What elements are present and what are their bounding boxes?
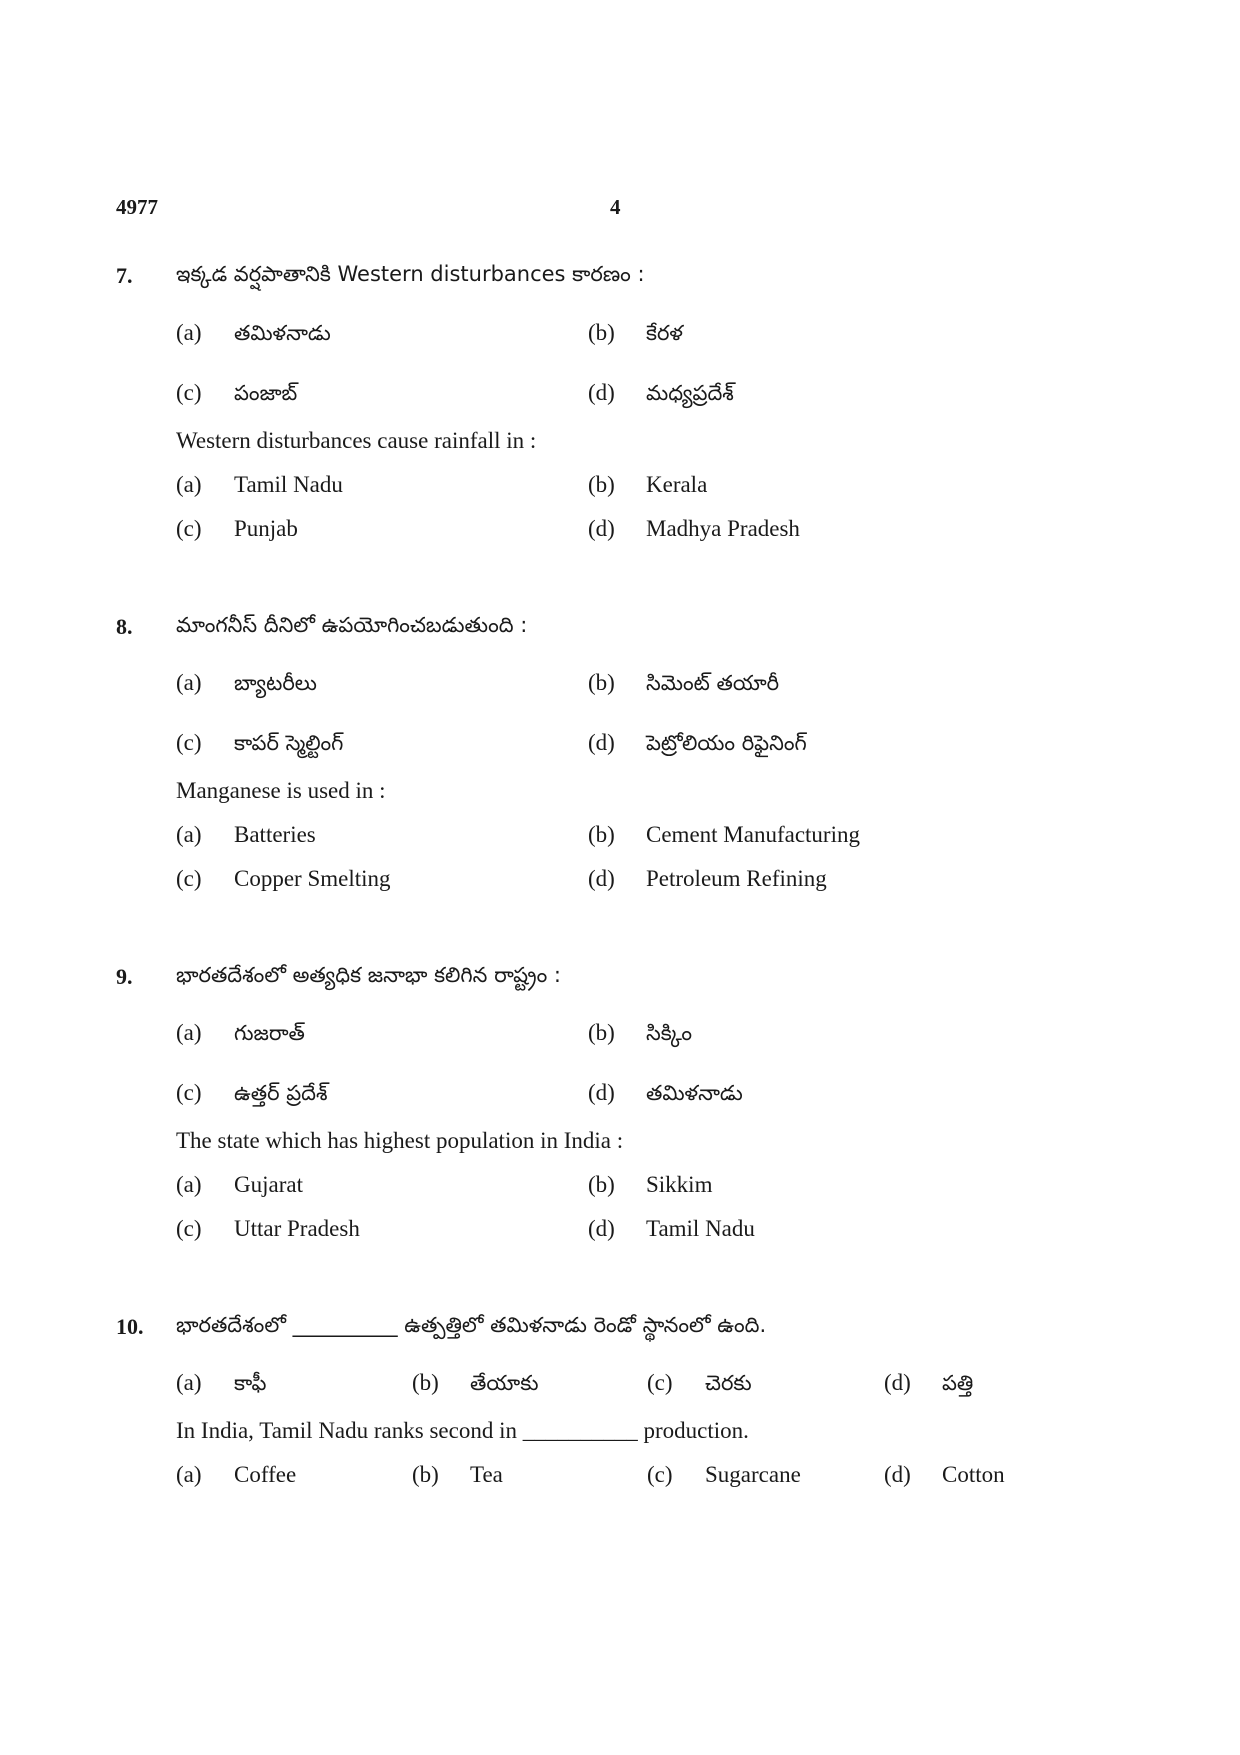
question-telugu: భారతదేశంలో __________ ఉత్పత్తిలో తమిళనాడు రెండో స్థానంలో ఉంది.	[176, 1313, 767, 1337]
option-label: (b)	[588, 670, 615, 695]
english-option-a	[176, 472, 343, 498]
option-label: (b)	[412, 1462, 439, 1487]
option-text: Coffee	[234, 1462, 297, 1487]
option-label: (b)	[412, 1370, 439, 1395]
question-telugu: ఇక్కడ వర్షపాతానికి Western disturbances కారణం :	[176, 262, 645, 286]
question-telugu: భారతదేశంలో అత్యధిక జనాభా కలిగిన రాష్ట్రం :	[176, 963, 561, 987]
telugu-option-c	[647, 1370, 752, 1401]
option-label: (c)	[176, 1080, 202, 1105]
telugu-option-b	[588, 320, 683, 351]
telugu-option-b	[588, 1020, 692, 1051]
english-option-c	[176, 516, 298, 542]
option-label: (c)	[176, 1216, 202, 1241]
option-label: (d)	[588, 1216, 615, 1241]
option-text: Copper Smelting	[234, 866, 391, 891]
telugu-option-c	[176, 730, 343, 761]
option-label: (b)	[588, 1020, 615, 1045]
telugu-option-d	[588, 1080, 743, 1111]
option-label: (d)	[588, 380, 615, 405]
option-text: కాఫీ	[234, 1371, 267, 1395]
question-number: 10.	[116, 1314, 144, 1339]
option-text: బ్యాటరీలు	[234, 671, 317, 695]
option-text: సిక్కిం	[646, 1021, 692, 1045]
option-text: సిమెంట్ తయారీ	[646, 671, 780, 695]
option-text: Cotton	[942, 1462, 1005, 1487]
option-text: Sikkim	[646, 1172, 713, 1197]
option-text: పెట్రోలియం రిఫైనింగ్	[646, 731, 807, 755]
option-text: Tea	[470, 1462, 503, 1487]
option-label: (a)	[176, 1020, 202, 1045]
option-label: (b)	[588, 822, 615, 847]
english-option-d	[588, 866, 827, 892]
english-option-b	[588, 1172, 712, 1198]
option-label: (a)	[176, 472, 202, 497]
telugu-option-a	[176, 1370, 267, 1401]
telugu-option-d	[588, 380, 734, 411]
exam-code: 4977	[116, 195, 158, 219]
option-label: (b)	[588, 472, 615, 497]
question-number: 7.	[116, 263, 133, 288]
question-english: The state which has highest population in India :	[176, 1128, 624, 1153]
option-text: Madhya Pradesh	[646, 516, 800, 541]
option-text: తమిళనాడు	[646, 1081, 743, 1105]
option-text: పంజాబ్	[234, 381, 298, 405]
option-text: చెరకు	[705, 1371, 752, 1395]
question-english: In India, Tamil Nadu ranks second in __________ production.	[176, 1418, 749, 1443]
option-label: (a)	[176, 1370, 202, 1395]
option-label: (d)	[588, 730, 615, 755]
option-label: (a)	[176, 670, 202, 695]
telugu-option-c	[176, 380, 297, 411]
option-text: తేయాకు	[470, 1371, 539, 1395]
question-telugu: మాంగనీస్ దీనిలో ఉపయోగించబడుతుంది :	[176, 613, 528, 637]
english-option-d	[588, 516, 800, 542]
english-option-a	[176, 1462, 296, 1488]
option-text: మధ్యప్రదేశ్	[646, 381, 734, 405]
option-text: తమిళనాడు	[234, 321, 331, 345]
option-text: Uttar Pradesh	[234, 1216, 360, 1241]
english-option-c	[176, 866, 391, 892]
english-option-c	[176, 1216, 360, 1242]
option-text: Sugarcane	[705, 1462, 801, 1487]
option-label: (c)	[176, 380, 202, 405]
telugu-option-c	[176, 1080, 328, 1111]
page-number: 4	[610, 195, 621, 219]
option-label: (a)	[176, 1462, 202, 1487]
option-text: Gujarat	[234, 1172, 303, 1197]
question-number: 9.	[116, 964, 133, 989]
option-text: కేరళ	[646, 321, 683, 345]
option-label: (d)	[588, 866, 615, 891]
option-label: (b)	[588, 1172, 615, 1197]
option-text: Tamil Nadu	[234, 472, 343, 497]
english-option-c	[647, 1462, 801, 1488]
telugu-option-d	[884, 1370, 973, 1401]
english-option-a	[176, 1172, 303, 1198]
option-label: (d)	[588, 1080, 615, 1105]
telugu-option-a	[176, 320, 331, 351]
english-option-b	[588, 472, 707, 498]
option-label: (d)	[884, 1370, 911, 1395]
option-text: Punjab	[234, 516, 298, 541]
english-option-a	[176, 822, 316, 848]
question-english: Manganese is used in :	[176, 778, 386, 803]
question-english: Western disturbances cause rainfall in :	[176, 428, 537, 453]
telugu-option-a	[176, 670, 317, 701]
telugu-option-b	[412, 1370, 538, 1401]
telugu-option-b	[588, 670, 779, 701]
telugu-option-a	[176, 1020, 305, 1051]
option-label: (c)	[647, 1462, 673, 1487]
telugu-option-d	[588, 730, 807, 761]
english-option-d	[588, 1216, 755, 1242]
option-label: (d)	[884, 1462, 911, 1487]
option-label: (c)	[176, 866, 202, 891]
option-label: (c)	[647, 1370, 673, 1395]
option-text: గుజరాత్	[234, 1021, 305, 1045]
english-option-b	[588, 822, 860, 848]
option-text: Cement Manufacturing	[646, 822, 860, 847]
option-text: Kerala	[646, 472, 708, 497]
option-text: Petroleum Refining	[646, 866, 827, 891]
option-label: (c)	[176, 516, 202, 541]
option-text: పత్తి	[942, 1371, 974, 1395]
option-label: (d)	[588, 516, 615, 541]
option-label: (c)	[176, 730, 202, 755]
english-option-b	[412, 1462, 503, 1488]
option-text: కాపర్ స్మెల్టింగ్	[234, 731, 344, 755]
question-number: 8.	[116, 614, 133, 639]
english-option-d	[884, 1462, 1005, 1488]
option-text: ఉత్తర్ ప్రదేశ్	[234, 1081, 328, 1105]
option-label: (a)	[176, 1172, 202, 1197]
option-label: (a)	[176, 822, 202, 847]
option-text: Tamil Nadu	[646, 1216, 755, 1241]
option-label: (a)	[176, 320, 202, 345]
option-label: (b)	[588, 320, 615, 345]
option-text: Batteries	[234, 822, 316, 847]
